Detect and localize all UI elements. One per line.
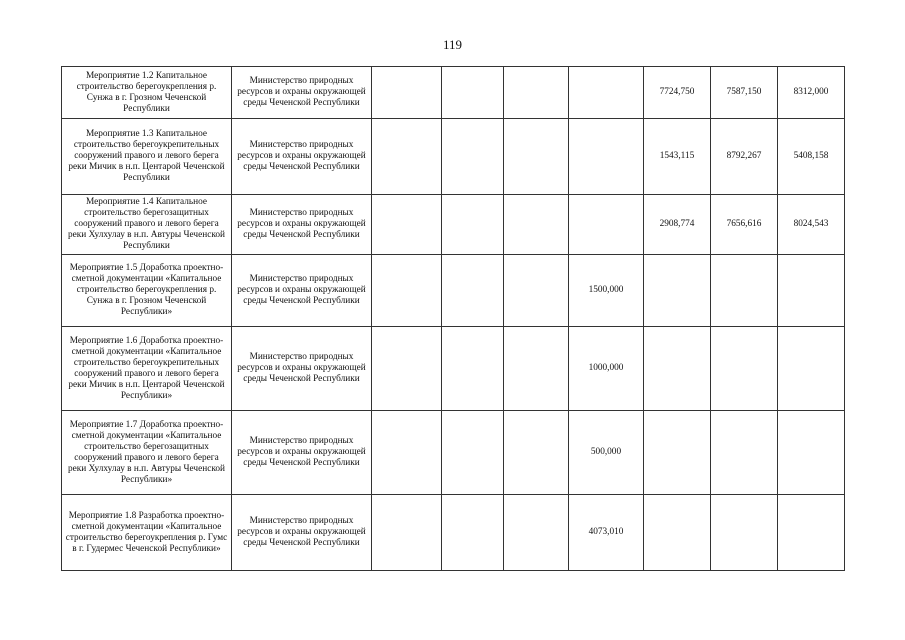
value-cell <box>569 195 644 255</box>
executor-cell: Министерство природных ресурсов и охраны окружающей среды Чеченской Республики <box>232 195 372 255</box>
table-row <box>62 119 845 195</box>
page-number: 119 <box>442 37 463 52</box>
value-cell <box>778 255 845 327</box>
empty-cell <box>442 327 504 411</box>
empty-cell <box>504 195 569 255</box>
empty-cell <box>442 495 504 571</box>
table-row <box>62 495 845 571</box>
value-cell: 8792,267 <box>711 119 778 195</box>
empty-cell <box>504 327 569 411</box>
empty-cell <box>442 119 504 195</box>
empty-cell <box>372 119 442 195</box>
executor-cell: Министерство природных ресурсов и охраны окружающей среды Чеченской Республики <box>232 119 372 195</box>
value-cell <box>644 255 711 327</box>
value-cell: 2908,774 <box>644 195 711 255</box>
value-cell: 1500,000 <box>569 255 644 327</box>
empty-cell <box>504 411 569 495</box>
value-cell <box>644 495 711 571</box>
measure-cell: Мероприятие 1.2 Капитальное строительство берегоукрепления р. Сунжа в г. Грозном Чеченской Республики <box>62 67 232 119</box>
empty-cell <box>442 411 504 495</box>
value-cell <box>569 67 644 119</box>
executor-cell: Министерство природных ресурсов и охраны окружающей среды Чеченской Республики <box>232 67 372 119</box>
table-row <box>62 195 845 255</box>
empty-cell <box>442 255 504 327</box>
value-cell: 8312,000 <box>778 67 845 119</box>
value-cell <box>711 255 778 327</box>
value-cell <box>711 411 778 495</box>
value-cell: 1543,115 <box>644 119 711 195</box>
empty-cell <box>504 255 569 327</box>
executor-cell: Министерство природных ресурсов и охраны окружающей среды Чеченской Республики <box>232 327 372 411</box>
table-row <box>62 255 845 327</box>
measure-cell: Мероприятие 1.3 Капитальное строительство берегоукрепительных сооружений правого и левого берега реки Мичик в н.п. Центарой Чеченской Республики <box>62 119 232 195</box>
measure-cell: Мероприятие 1.5 Доработка проектно-сметной документации «Капитальное строительство берегоукрепления р. Сунжа в г. Грозном Чеченской Республики» <box>62 255 232 327</box>
empty-cell <box>442 67 504 119</box>
value-cell <box>644 327 711 411</box>
measure-cell: Мероприятие 1.6 Доработка проектно-сметной документации «Капитальное строительство берегоукрепительных сооружений правого и левого берега реки Мичик в н.п. Центарой Чеченской Республики» <box>62 327 232 411</box>
value-cell: 1000,000 <box>569 327 644 411</box>
table-row <box>62 411 845 495</box>
empty-cell <box>372 195 442 255</box>
value-cell <box>711 327 778 411</box>
value-cell: 8024,543 <box>778 195 845 255</box>
empty-cell <box>372 495 442 571</box>
value-cell <box>711 495 778 571</box>
empty-cell <box>372 327 442 411</box>
empty-cell <box>442 195 504 255</box>
value-cell: 4073,010 <box>569 495 644 571</box>
value-cell <box>778 327 845 411</box>
value-cell: 7656,616 <box>711 195 778 255</box>
empty-cell <box>372 255 442 327</box>
value-cell: 7724,750 <box>644 67 711 119</box>
value-cell <box>569 119 644 195</box>
budget-table <box>61 66 845 571</box>
measure-cell: Мероприятие 1.7 Доработка проектно-сметной документации «Капитальное строительство берегозащитных сооружений правого и левого берега реки Хулхулау в н.п. Автуры Чеченской Республики» <box>62 411 232 495</box>
value-cell <box>778 411 845 495</box>
table-row <box>62 327 845 411</box>
measure-cell: Мероприятие 1.8 Разработка проектно-сметной документации «Капитальное строительство берегоукрепления р. Гумс в г. Гудермес Чеченской Республики» <box>62 495 232 571</box>
value-cell: 500,000 <box>569 411 644 495</box>
executor-cell: Министерство природных ресурсов и охраны окружающей среды Чеченской Республики <box>232 495 372 571</box>
empty-cell <box>504 495 569 571</box>
value-cell: 5408,158 <box>778 119 845 195</box>
executor-cell: Министерство природных ресурсов и охраны окружающей среды Чеченской Республики <box>232 255 372 327</box>
empty-cell <box>504 67 569 119</box>
measure-cell: Мероприятие 1.4 Капитальное строительство берегозащитных сооружений правого и левого берега реки Хулхулау в н.п. Автуры Чеченской Республики <box>62 195 232 255</box>
value-cell <box>644 411 711 495</box>
value-cell: 7587,150 <box>711 67 778 119</box>
empty-cell <box>372 411 442 495</box>
table-row <box>62 67 845 119</box>
empty-cell <box>504 119 569 195</box>
executor-cell: Министерство природных ресурсов и охраны окружающей среды Чеченской Республики <box>232 411 372 495</box>
value-cell <box>778 495 845 571</box>
empty-cell <box>372 67 442 119</box>
